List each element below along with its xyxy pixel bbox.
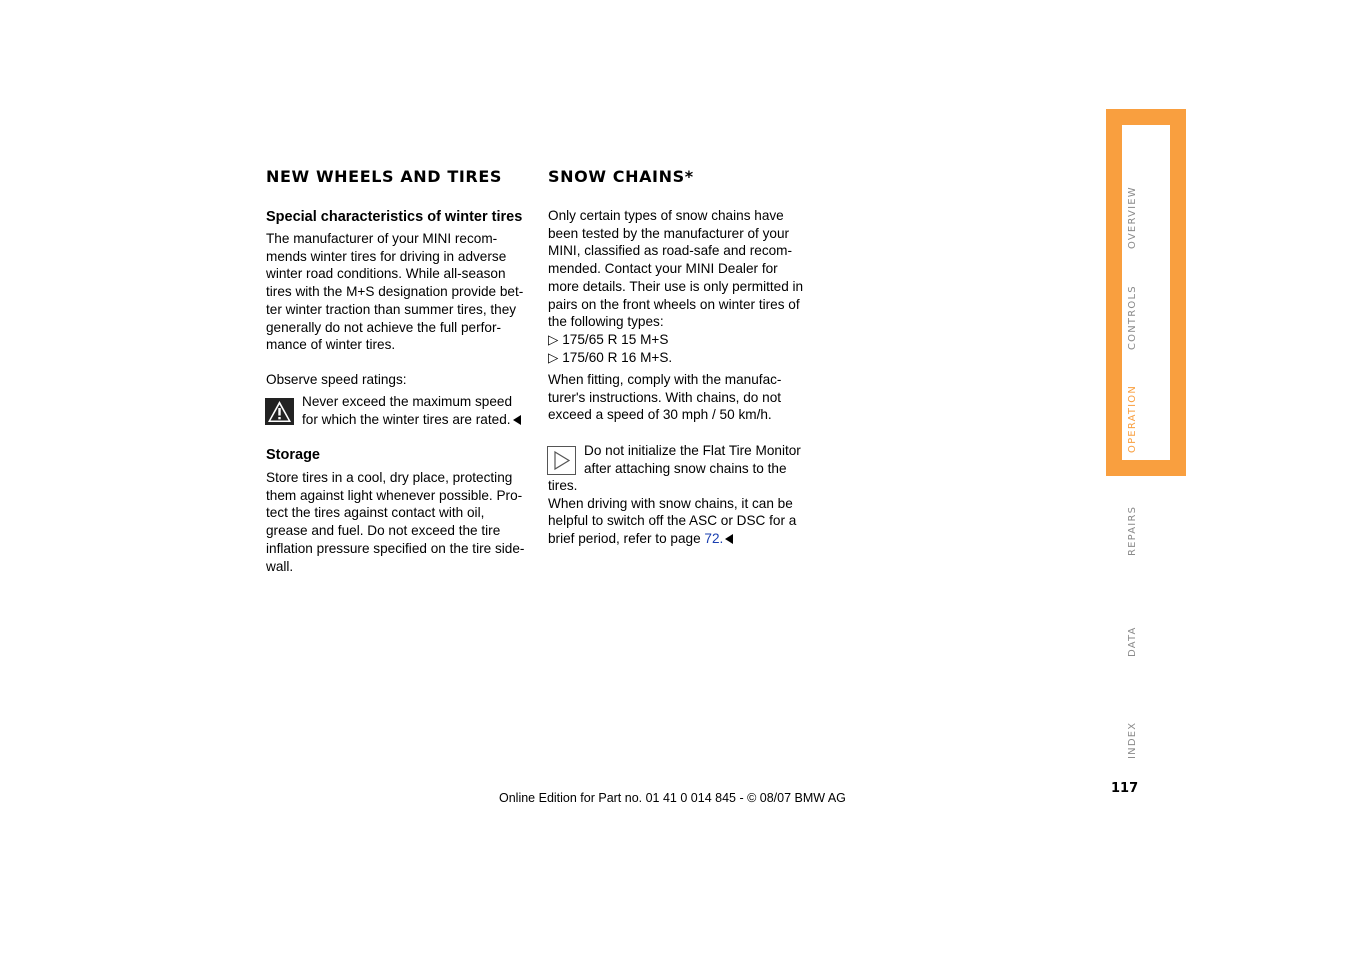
text-line	[302, 411, 521, 429]
text-line: mends winter tires for driving in adverse	[266, 248, 507, 264]
text-line-part: for which the winter tires are rated.	[302, 411, 511, 427]
text-line: pairs on the front wheels on winter tires of	[548, 296, 800, 312]
section-heading-new-wheels: NEW WHEELS AND TIRES	[266, 167, 502, 186]
observe-speed-ratings: Observe speed ratings:	[266, 372, 407, 387]
text-line: tires.	[548, 478, 578, 493]
text-line: exceed a speed of 30 mph / 50 km/h.	[548, 407, 772, 423]
sidebar-tab-controls[interactable]: CONTROLS	[1127, 285, 1138, 350]
note-arrow-icon	[547, 446, 576, 475]
text-line: more details. Their use is only permitted in	[548, 278, 804, 294]
sidebar-tab-operation[interactable]: OPERATION	[1127, 384, 1138, 453]
sidebar-tab-overview[interactable]: OVERVIEW	[1127, 186, 1138, 249]
page-reference-suffix: .	[719, 531, 724, 547]
text-line: grease and fuel. Do not exceed the tire	[266, 523, 501, 539]
end-of-section-icon	[725, 534, 733, 544]
triangle-bullet-icon: ▷	[548, 349, 563, 365]
triangle-bullet-icon: ▷	[548, 331, 563, 347]
sidebar-tab-repairs[interactable]: REPAIRS	[1127, 505, 1138, 556]
text-line: Do not initialize the Flat Tire Monitor	[584, 443, 801, 458]
list-item-text: 175/65 R 15 M+S	[562, 331, 669, 347]
text-line-part: brief period, refer to page	[548, 531, 705, 547]
subheading-winter-tires: Special characteristics of winter tires	[266, 209, 523, 225]
text-line: the following types:	[548, 314, 664, 330]
text-line: mance of winter tires.	[266, 337, 396, 353]
snow-chains-paragraph	[548, 207, 803, 366]
fitting-paragraph	[548, 371, 781, 424]
text-line: MINI, classified as road-safe and recom-	[548, 243, 793, 259]
note-continued	[548, 477, 796, 548]
text-line: them against light whenever possible. Pro-	[266, 487, 523, 503]
text-line: tect the tires against contact with oil,	[266, 505, 485, 521]
text-line: after attaching snow chains to the	[584, 460, 787, 476]
text-line	[548, 530, 796, 548]
subheading-storage: Storage	[266, 447, 320, 463]
footer-edition: Online Edition for Part no. 01 41 0 014 845 - © 08/07 BMW AG	[499, 791, 846, 805]
text-line: Store tires in a cool, dry place, protecting	[266, 470, 513, 485]
warning-triangle-icon	[265, 398, 294, 425]
section-heading-snow-chains: SNOW CHAINS*	[548, 167, 694, 186]
text-line: When driving with snow chains, it can be	[548, 495, 793, 511]
text-line: winter road conditions. While all-season	[266, 266, 506, 282]
warning-text	[302, 393, 521, 428]
text-line: The manufacturer of your MINI recom-	[266, 231, 498, 246]
winter-tires-paragraph	[266, 230, 523, 354]
text-line: When fitting, comply with the manufac-	[548, 372, 782, 387]
end-of-section-icon	[513, 415, 521, 425]
storage-paragraph	[266, 469, 524, 575]
text-line: Never exceed the maximum speed	[302, 394, 513, 409]
text-line: turer's instructions. With chains, do not	[548, 389, 782, 405]
page-number: 117	[1111, 781, 1139, 796]
note-text	[584, 442, 801, 477]
text-line: tires with the M+S designation provide bet-	[266, 284, 524, 300]
list-item	[548, 349, 803, 367]
text-line: mended. Contact your MINI Dealer for	[548, 261, 778, 277]
text-line: inflation pressure specified on the tire side-	[266, 540, 525, 556]
text-line: generally do not achieve the full perfor-	[266, 319, 502, 335]
text-line: Only certain types of snow chains have	[548, 208, 784, 223]
text-line: wall.	[266, 558, 294, 574]
sidebar-tab-data[interactable]: DATA	[1127, 626, 1138, 657]
text-line: helpful to switch off the ASC or DSC for a	[548, 513, 797, 529]
text-line: been tested by the manufacturer of your	[548, 225, 790, 241]
list-item	[548, 331, 803, 349]
page-reference-link[interactable]: 72	[704, 531, 720, 547]
sidebar-tab-index[interactable]: INDEX	[1127, 721, 1138, 759]
list-item-text: 175/60 R 16 M+S.	[562, 349, 673, 365]
text-line: ter winter traction than summer tires, they	[266, 301, 517, 317]
